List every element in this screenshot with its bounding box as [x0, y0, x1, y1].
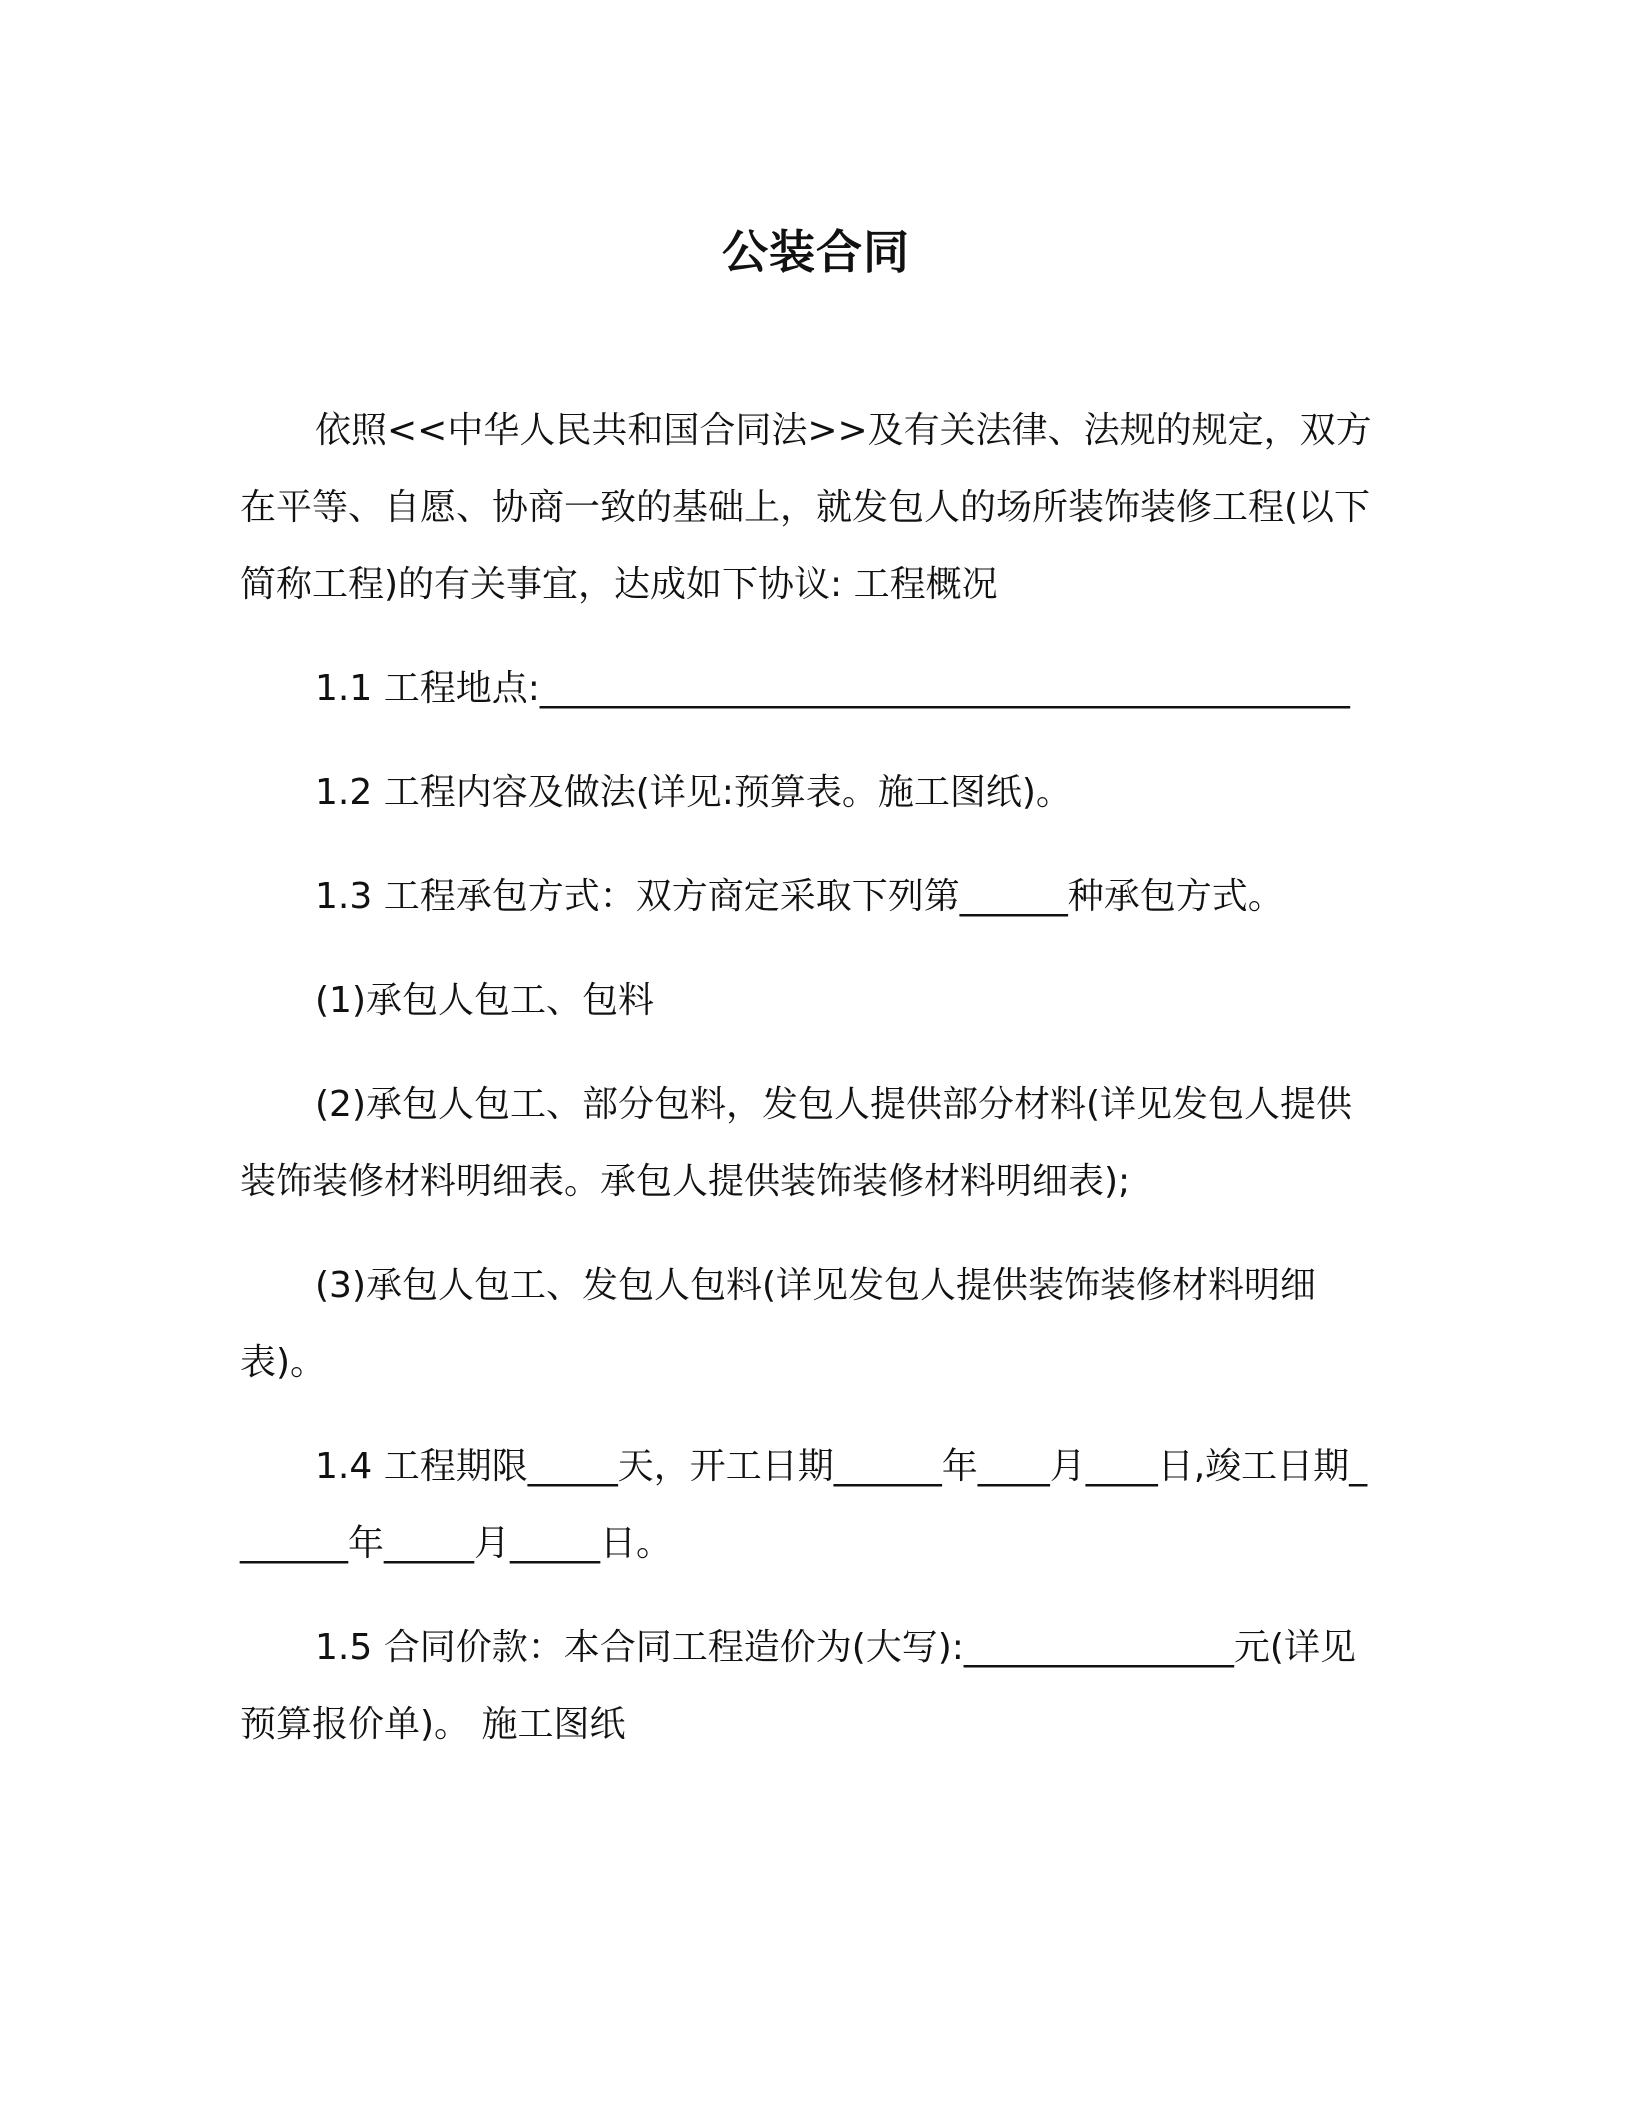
option-2-partial-materials: (2)承包人包工、部分包料，发包人提供部分材料(详见发包人提供装饰装修材料明细表。承包人提供装饰装修材料明细表); — [240, 1084, 1353, 1202]
option-1-labor-and-materials: (1)承包人包工、包料 — [315, 980, 654, 1021]
clause-1-2-project-content: 1.2 工程内容及做法(详见:预算表。施工图纸)。 — [315, 772, 1072, 813]
document-body — [240, 392, 1380, 1790]
option-3-owner-materials: (3)承包人包工、发包人包料(详见发包人提供装饰装修材料明细表)。 — [240, 1265, 1317, 1383]
clause-1-4-project-period: 1.4 工程期限_____天，开工日期______年____月____日,竣工日期_______年_____月_____日。 — [240, 1446, 1368, 1564]
clause-1-5-contract-price: 1.5 合同价款：本合同工程造价为(大写):_______________元(详见预算报价单)。 施工图纸 — [240, 1627, 1356, 1745]
intro-paragraph: 依照<<中华人民共和国合同法>>及有关法律、法规的规定，双方在平等、自愿、协商一致的基础上，就发包人的场所装饰装修工程(以下简称工程)的有关事宜，达成如下协议: 工程概况 — [240, 410, 1372, 605]
clause-1-1-project-location: 1.1 工程地点:_____________________________________________ — [315, 668, 1350, 709]
clause-1-3-contract-mode: 1.3 工程承包方式：双方商定采取下列第______种承包方式。 — [315, 876, 1284, 917]
document-title: 公装合同 — [722, 225, 910, 279]
